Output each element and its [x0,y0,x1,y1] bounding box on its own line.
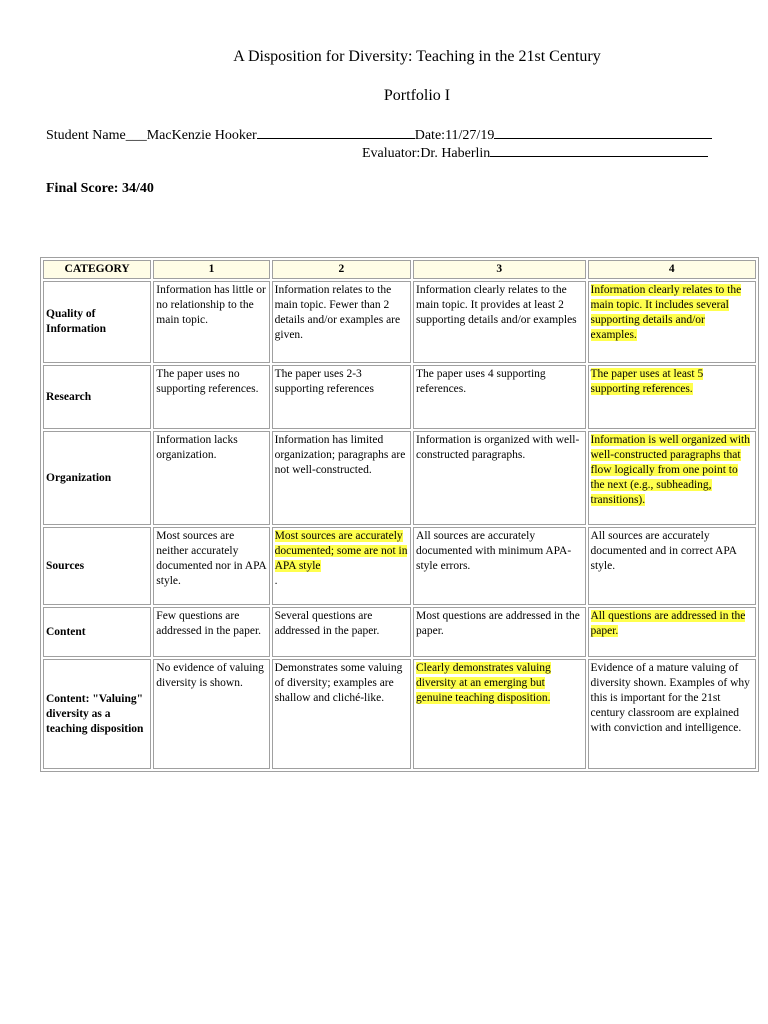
highlighted-descriptor-text: Most sources are accurately documented; some are not in APA style [274,530,408,572]
descriptor-text: Information lacks organization. [156,434,238,461]
column-header-score-4: 4 [588,260,757,279]
descriptor-text: Evidence of a mature valuing of diversity shown. Examples of why this is important for the 21st century classroom are explained with conviction and intelligence. [590,662,750,734]
descriptor-text: Information clearly relates to the main topic. It provides at least 2 supporting details and/or examples [416,284,577,326]
descriptor-text: All sources are accurately documented and in correct APA style. [590,530,737,572]
rubric-row-content-valuing-diversity-as-a-teaching-disposition [43,659,756,769]
category-cell: Organization [43,431,151,525]
descriptor-text: Demonstrates some valuing of diversity; examples are shallow and cliché-like. [274,662,403,704]
score-1-cell [153,431,269,525]
score-3-cell [413,527,585,605]
student-name-blank-line [257,125,415,139]
rubric-table [40,257,759,772]
descriptor-text: Information has limited organization; paragraphs are not well-constructed. [274,434,406,476]
descriptor-text: Information is organized with well-constructed paragraphs. [416,434,580,461]
rubric-row-content [43,607,756,657]
descriptor-text: No evidence of valuing diversity is shown. [156,662,264,689]
rubric-header-row [43,260,756,279]
date-value: 11/27/19 [445,128,495,143]
score-2-cell [272,527,411,605]
score-3-cell [413,607,585,657]
rubric-row-sources [43,527,756,605]
rubric-row-quality-of-information [43,281,756,363]
category-cell: Sources [43,527,151,605]
highlighted-descriptor-text: Information clearly relates to the main topic. It includes several supporting details and/or examples. [590,284,742,341]
student-name-value: MacKenzie Hooker [146,128,257,143]
descriptor-text: Most sources are neither accurately documented nor in APA style. [156,530,267,587]
category-cell: Content: "Valuing" diversity as a teaching disposition [43,659,151,769]
score-4-cell [588,431,757,525]
score-1-cell [153,281,269,363]
category-cell: Quality of Information [43,281,151,363]
rubric-body [43,281,756,769]
student-info-line [46,125,712,144]
score-3-cell [413,365,585,429]
score-4-cell [588,281,757,363]
descriptor-suffix: . [274,575,278,587]
score-3-cell [413,659,585,769]
evaluator-info-line [362,143,708,162]
score-4-cell [588,607,757,657]
evaluator-value: Dr. Haberlin [420,146,491,161]
descriptor-text: Information has little or no relationship to the main topic. [156,284,266,326]
rubric-row-research [43,365,756,429]
score-2-cell [272,431,411,525]
rubric-row-organization [43,431,756,525]
score-1-cell [153,607,269,657]
descriptor-text: Few questions are addressed in the paper. [156,610,262,637]
score-3-cell [413,281,585,363]
highlighted-descriptor-text: Clearly demonstrates valuing diversity at an emerging but genuine teaching disposition. [416,662,551,704]
final-score: Final Score: 34/40 [46,181,154,196]
evaluator-label: Evaluator: [362,146,421,161]
score-4-cell [588,527,757,605]
document-title: A Disposition for Diversity: Teaching in the 21st Century [233,48,601,65]
column-header-score-3: 3 [413,260,585,279]
date-blank-line [494,125,712,139]
date-label: Date: [414,128,446,143]
column-header-score-2: 2 [272,260,411,279]
descriptor-text: Most questions are addressed in the paper. [416,610,580,637]
document-subtitle: Portfolio I [383,87,451,104]
highlighted-descriptor-text: Information is well organized with well-constructed paragraphs that flow logically from one point to the next (e.g., subheading, transitions). [590,434,750,506]
column-header-score-1: 1 [153,260,269,279]
score-3-cell [413,431,585,525]
score-2-cell [272,365,411,429]
descriptor-text: The paper uses no supporting references. [156,368,259,395]
descriptor-text: The paper uses 2-3 supporting references [274,368,374,395]
score-1-cell [153,527,269,605]
highlighted-descriptor-text: The paper uses at least 5 supporting references. [590,368,704,395]
descriptor-text: The paper uses 4 supporting references. [416,368,546,395]
descriptor-text: Several questions are addressed in the paper. [274,610,380,637]
highlighted-descriptor-text: All questions are addressed in the paper. [590,610,746,637]
score-4-cell [588,659,757,769]
score-4-cell [588,365,757,429]
student-name-label: Student Name___ [46,128,147,143]
score-2-cell [272,281,411,363]
score-2-cell [272,607,411,657]
descriptor-text: Information relates to the main topic. Fewer than 2 details and/or examples are given. [274,284,401,341]
score-1-cell [153,365,269,429]
evaluator-blank-line [490,143,708,157]
column-header-category: CATEGORY [43,260,151,279]
descriptor-text: All sources are accurately documented with minimum APA-style errors. [416,530,572,572]
category-cell: Content [43,607,151,657]
category-cell: Research [43,365,151,429]
score-2-cell [272,659,411,769]
score-1-cell [153,659,269,769]
